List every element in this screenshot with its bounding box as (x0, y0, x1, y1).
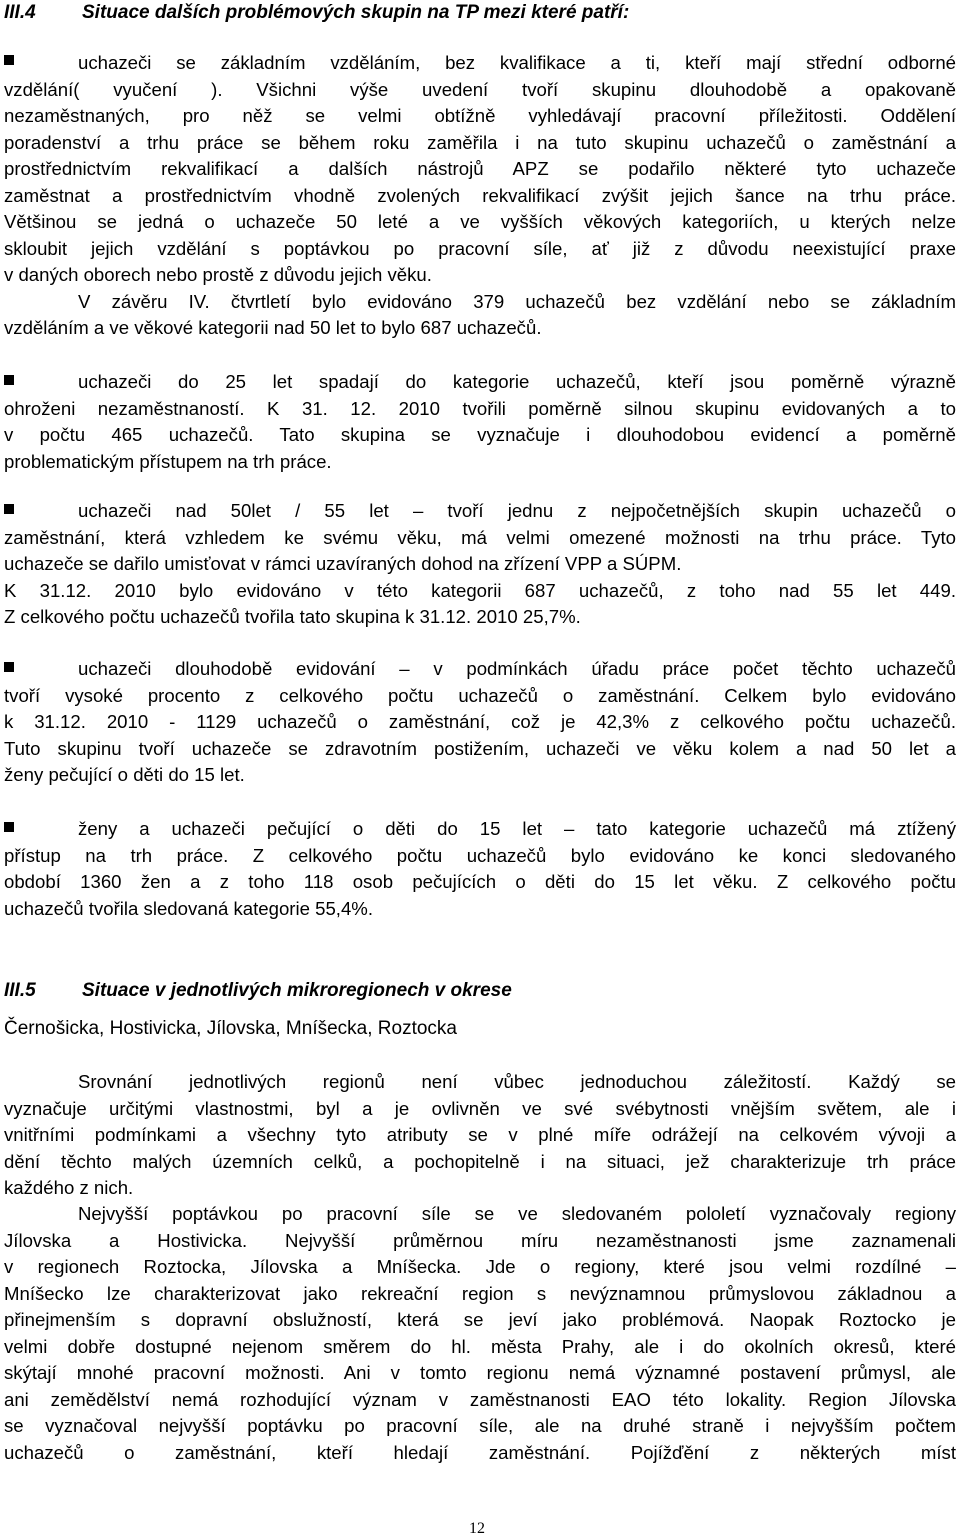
text-line: ani zemědělství nemá rozhodující význam v zaměstnanosti EAO této lokality. Region Jílovska (4, 1388, 956, 1410)
text-line: uchazečů o zaměstnání, kteří hledají zaměstnání. Pojížďění z některých míst (4, 1441, 956, 1463)
page-number: 12 (469, 1520, 485, 1537)
paragraph-basic-education (4, 50, 956, 342)
text-line: velmi dobře dostupné nejenom směrem do hl. města Prahy, ale i do okolních okresů, které (4, 1335, 956, 1357)
text-line: uchazeči nad 50let / 55 let – tvoří jednu z nejpočetnějších skupin uchazečů o (78, 500, 956, 521)
text-line: problematickým přístupem na trh práce. (4, 450, 332, 472)
text-line: vzděláním a ve věkové kategorii nad 50 let to bylo 687 uchazečů. (4, 317, 542, 338)
text-line: vyznačuje určitými vlastnostmi, byl a je ovlivněn ve své svébytnosti vnějším světem, ale i (4, 1097, 956, 1119)
text-line: Tuto skupinu tvoří uchazeče se zdravotním postižením, uchazeči ve věku kolem a nad 50 let a (4, 737, 956, 759)
text-line: Srovnání jednotlivých regionů není vůbec jednoduchou záležitostí. Každý se (78, 1071, 956, 1092)
text-line: nezaměstnaných, pro něž se velmi obtížně vyhledávají pracovní příležitosti. Oddělení (4, 105, 956, 126)
text-line: skloubit jejich vzdělání s poptávkou po pracovní síle, ať již z důvodu neexistující praxe (4, 237, 956, 259)
text-line: zaměstnat a prostřednictvím vhodně zvolených rekvalifikací zvýšit jejich šance na trhu práce. (4, 184, 956, 206)
region-list: Černošicka, Hostivicka, Jílovska, Mníšecka, Roztocka (4, 1018, 457, 1039)
text-line: Mníšecko lze charakterizovat jako rekreační region s nevýznamnou průmyslovou základnou a (4, 1282, 956, 1304)
text-line: K 31.12. 2010 bylo evidováno v této kategorii 687 uchazečů, z toho nad 55 let 449. (4, 579, 956, 601)
text-line: uchazeči se základním vzděláním, bez kvalifikace a ti, kteří mají střední odborné (78, 52, 956, 73)
text-line: v počtu 465 uchazečů. Tato skupina se vyznačuje i dlouhodobou evidencí a poměrně (4, 424, 956, 445)
section-title: Situace v jednotlivých mikroregionech v okrese (82, 980, 512, 1001)
text-line: dění těchto malých územních celků, a pochopitelně i na situaci, jež charakterizuje trh práce (4, 1150, 956, 1172)
text-line: poradenství a trhu práce se během roku zaměřila i na tuto skupinu uchazečů o zaměstnání a (4, 131, 956, 153)
text-line: Většinou se jedná o uchazeče 50 leté a ve vyšších věkových kategoriích, u kterých nelze (4, 211, 956, 232)
paragraph-region-demand (4, 1201, 956, 1466)
text-line: Jílovska a Hostivicka. Nejvyšší průměrnou míru nezaměstnanosti jsme zaznamenali (4, 1229, 956, 1251)
text-line: období 1360 žen a z toho 118 osob pečujících o děti do 15 let věku. Z celkového počtu (4, 871, 956, 892)
section-heading-3-4 (4, 2, 629, 24)
text-line: vnitřními podmínkami a všechny tyto atributy se v plné míře odrážejí na celkovém vývoji a (4, 1124, 956, 1145)
text-line: uchazečů tvořila sledovaná kategorie 55,4%. (4, 897, 374, 919)
text-line: skýtají mnohé pracovní možnosti. Ani v tomto regionu nemá významné postavení průmysl, ale (4, 1362, 956, 1383)
text-line: zaměstnání, která vzhledem ke svému věku, má velmi omezené možnosti na trhu práce. Tyto (4, 526, 956, 548)
paragraph-caregivers (4, 816, 956, 922)
text-line: uchazeči dlouhodobě evidování – v podmínkách úřadu práce počet těchto uchazečů (78, 658, 956, 679)
text-line: tvoří vysoké procento z celkového počtu uchazečů o zaměstnání. Celkem bylo evidováno (4, 684, 956, 706)
section-number: III.5 (4, 980, 36, 1001)
paragraph-over-50 (4, 498, 956, 631)
text-line: ženy a uchazeči pečující o děti do 15 let – tato kategorie uchazečů má ztížený (78, 818, 956, 839)
text-line: k 31.12. 2010 - 1129 uchazečů o zaměstnání, což je 42,3% z celkového počtu uchazečů. (4, 711, 956, 732)
text-line: ohroženi nezaměstnaností. K 31. 12. 2010 tvořili poměrně silnou skupinu evidovaných a to (4, 397, 956, 419)
text-line: uchazeče se dařilo umisťovat v rámci uzavíraných dohod na zřízení VPP a SÚPM. (4, 553, 682, 574)
text-line: se vyznačoval nejvyšší poptávku po pracovní síle, ale na druhé straně i nejvyšším počtem (4, 1415, 956, 1436)
text-line: prostřednictvím rekvalifikací a dalších nástrojů APZ se podařilo některé tyto uchazeče (4, 158, 956, 179)
text-line: každého z nich. (4, 1177, 134, 1198)
text-line: vzdělání( vyučení ). Všichni výše uvedení tvoří skupinu dlouhodobě a opakovaně (4, 78, 956, 100)
text-line: ženy pečující o děti do 15 let. (4, 764, 245, 785)
section-title: Situace dalších problémových skupin na TP mezi které patří: (82, 2, 630, 23)
text-line: přinejmenším s dopravní obslužností, která se jeví jako problémová. Naopak Roztocko je (4, 1309, 956, 1330)
text-line: Nejvyšší poptávkou po pracovní síle se ve sledovaném pololetí vyznačovaly regiony (78, 1203, 956, 1224)
text-line: v daných oborech nebo prostě z důvodu jejich věku. (4, 264, 432, 285)
text-line: V závěru IV. čtvrtletí bylo evidováno 379 uchazečů bez vzdělání nebo se základním (78, 290, 956, 312)
section-number: III.4 (4, 2, 36, 23)
section-heading-3-5 (4, 980, 512, 1002)
text-line: v regionech Roztocka, Jílovska a Mníšecka. Jde o regiony, které jsou velmi rozdílné – (4, 1256, 956, 1277)
paragraph-long-term (4, 656, 956, 789)
paragraph-under-25 (4, 369, 956, 475)
paragraph-region-comparison (4, 1069, 956, 1202)
text-line: přístup na trh práce. Z celkového počtu uchazečů bylo evidováno ke konci sledovaného (4, 844, 956, 866)
text-line: Z celkového počtu uchazečů tvořila tato skupina k 31.12. 2010 25,7%. (4, 606, 581, 627)
text-line: uchazeči do 25 let spadají do kategorie uchazečů, kteří jsou poměrně výrazně (78, 371, 956, 392)
